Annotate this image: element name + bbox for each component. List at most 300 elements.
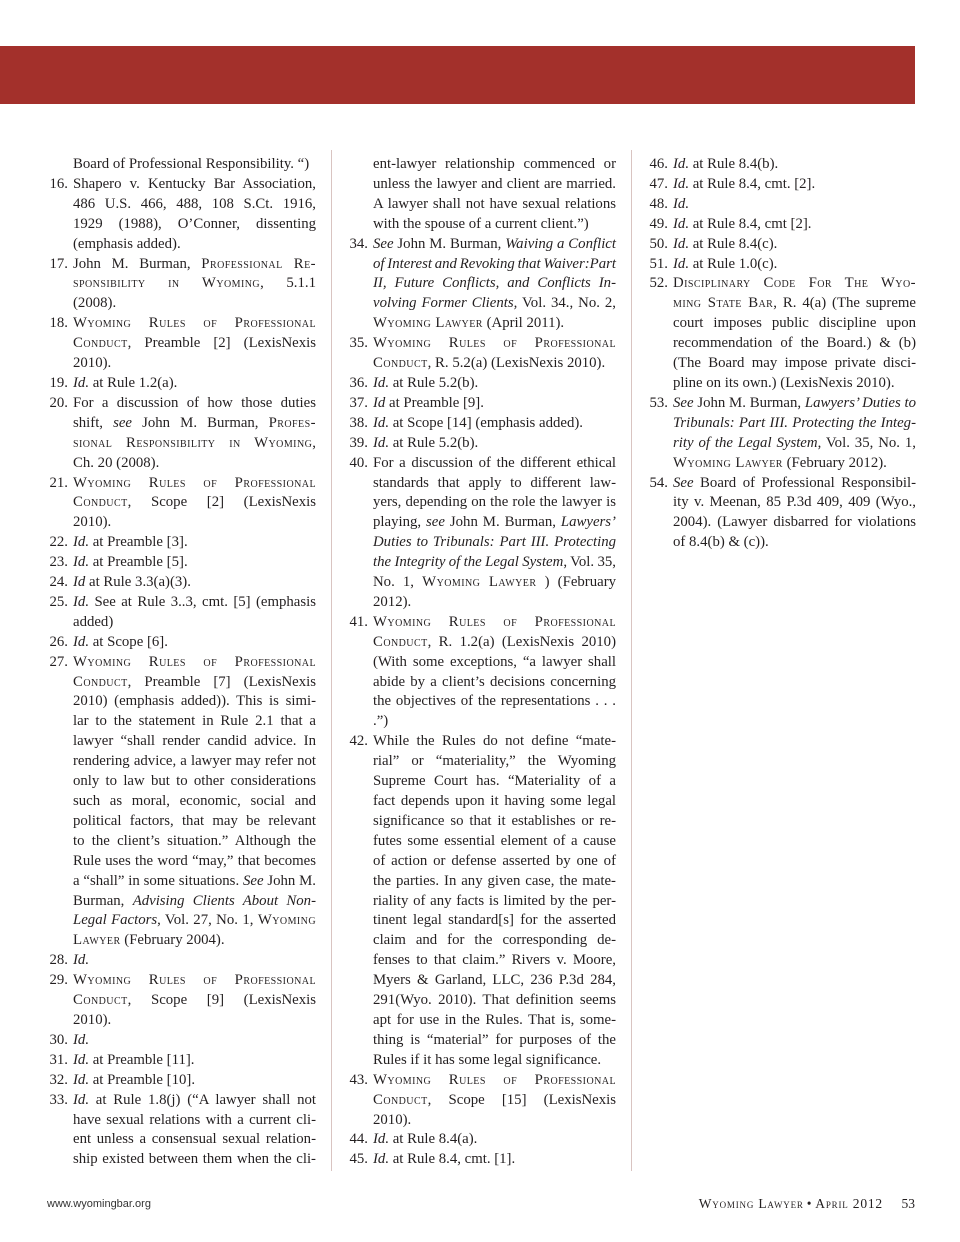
note-line: to the client’s situation.” Although the (73, 832, 316, 849)
footer-issue-date: April 2012 (815, 1196, 883, 1211)
italic-text: Duties to Tribunals: Part III. Protecting (373, 534, 616, 551)
note-line: For a discussion of how those duties (73, 394, 316, 411)
small-caps-text: Conduct (73, 992, 128, 1009)
endnote-44 (344, 1130, 619, 1150)
roman-text: , R. 4(a) (The supreme (773, 295, 916, 312)
note-line: Rule uses the word “may,” that becomes (73, 852, 316, 869)
italic-text: Id. (673, 156, 690, 172)
roman-text: at Rule 3.3(a)(3). (85, 574, 191, 591)
note-line: 2010). (373, 1111, 412, 1128)
note-line: the objectives of the representations . . . (373, 693, 616, 710)
roman-text: at Rule 8.4(b). (689, 156, 779, 172)
note-line (73, 374, 316, 394)
endnote-24 (44, 573, 319, 593)
small-caps-text: Disciplinary Code For The Wyo- (673, 275, 916, 292)
note-line (373, 394, 616, 414)
roman-text: ) (February (536, 574, 617, 591)
endnote-53 (644, 394, 919, 474)
roman-text: , Preamble [7] (LexisNexis (127, 673, 316, 690)
note-line (673, 474, 916, 494)
small-caps-text: sional Responsibility in Wyoming (73, 434, 313, 451)
note-line: recommendation of the Board.) & (b) (673, 335, 916, 352)
note-number: 32. (49, 1071, 68, 1088)
note-number: 30. (49, 1031, 68, 1048)
note-number: 36. (349, 374, 368, 391)
note-line: claim and for the corresponding de- (373, 932, 616, 949)
note-number: 46. (649, 156, 668, 172)
note-line: of 8.4(b) & (c)). (673, 534, 769, 551)
note-number: 48. (649, 195, 668, 212)
endnote-25 (44, 593, 319, 633)
note-number: 27. (49, 653, 68, 670)
endnote-39 (344, 434, 619, 454)
roman-text: (February 2004). (120, 932, 225, 949)
note-number: 54. (649, 474, 668, 491)
note-number: 44. (349, 1131, 368, 1148)
note-line (673, 274, 916, 294)
endnote-18 (44, 314, 319, 374)
roman-text: , Vol. 35, (563, 554, 616, 571)
roman-text: at Preamble [10]. (89, 1071, 196, 1088)
note-line (673, 434, 916, 454)
italic-text: Advising Clients About Non- (132, 892, 316, 909)
italic-text: Id. (73, 534, 90, 551)
note-number: 52. (649, 275, 668, 292)
italic-text: Id. (373, 1151, 390, 1168)
note-line: pline on its own.) (LexisNexis 2010). (673, 374, 895, 391)
roman-text: , R. 1.2(a) (LexisNexis 2010) (427, 633, 616, 650)
note-line: (emphasis added). (73, 235, 181, 252)
italic-text: See (373, 235, 394, 252)
small-caps-text: ming State Bar (673, 295, 774, 312)
endnote-34 (344, 235, 619, 335)
note-number: 33. (49, 1091, 68, 1108)
roman-text: at Rule 1.2(a). (89, 374, 178, 391)
footer-separator: • (806, 1196, 813, 1211)
note-line: Supreme Court has. “Materiality of a (373, 773, 616, 790)
endnote-26 (44, 633, 319, 653)
notes-column-1 (44, 155, 319, 1170)
note-line: rial” or “materiality,” the Wyoming (373, 753, 616, 770)
roman-text: at Rule 5.2(b). (389, 374, 479, 391)
italic-text: Id. (673, 195, 690, 212)
note-line (73, 1071, 316, 1091)
roman-text: John M. Burman, (393, 235, 506, 252)
note-line: apt for use in the Rules. That is, some- (373, 1011, 616, 1028)
note-line: Ch. 20 (2008). (73, 454, 160, 471)
endnote-52 (644, 274, 919, 393)
note-line (73, 493, 316, 513)
note-line (673, 195, 916, 215)
italic-text: see (113, 414, 133, 431)
note-number: 50. (649, 235, 668, 252)
roman-text: a “shall” in some situations. (73, 872, 243, 889)
note-line: 2010). (73, 1011, 112, 1028)
small-caps-text: Conduct (373, 1091, 428, 1108)
italic-text: Id (373, 394, 386, 411)
note-line (373, 1071, 616, 1091)
note-line: Myers & Garland, LLC, 236 P.3d 284, (373, 972, 616, 989)
endnote-42 (344, 732, 619, 1070)
roman-text: , Preamble [2] (LexisNexis (127, 335, 316, 352)
note-number: 26. (49, 633, 68, 650)
note-number: 23. (49, 554, 68, 571)
roman-text: John M. Burman, (444, 514, 561, 531)
note-line (373, 434, 616, 454)
italic-text: Id. (73, 633, 90, 650)
note-line (73, 255, 316, 275)
italic-text: Id. (673, 255, 690, 272)
note-line (373, 314, 616, 334)
note-line (673, 215, 916, 235)
roman-text: at Rule 8.4(c). (689, 235, 778, 252)
note-line: 291(Wyo. 2010). That definition seems (373, 992, 616, 1009)
roman-text: at Rule 1.0(c). (689, 255, 778, 272)
note-line: Rules if it has some legal significance. (373, 1051, 602, 1068)
note-line (73, 533, 316, 553)
note-number: 38. (349, 414, 368, 431)
note-line (373, 354, 616, 374)
note-number: 37. (349, 394, 368, 411)
endnote-29 (44, 971, 319, 1031)
endnote-continued (344, 155, 619, 235)
endnote-37 (344, 394, 619, 414)
italic-text: Id (73, 574, 86, 591)
italic-text: of Interest and Revoking that Waiver:Part (373, 255, 616, 272)
italic-text: Id. (73, 1071, 90, 1088)
note-line: only to law but to other considerations (73, 773, 316, 790)
roman-text: John M. (263, 872, 317, 889)
note-line (673, 175, 916, 195)
italic-text: Id. (373, 434, 390, 451)
note-line (73, 971, 316, 991)
roman-text: , R. 5.2(a) (LexisNexis 2010). (427, 355, 606, 372)
endnote-46 (644, 155, 919, 175)
italic-text: See (242, 872, 264, 889)
roman-text: , Vol. 35, No. 1, (817, 434, 916, 451)
italic-text: Id. (73, 1051, 90, 1068)
note-line (73, 653, 316, 673)
endnote-16 (44, 175, 319, 255)
small-caps-text: Wyoming (257, 912, 317, 929)
note-number: 22. (49, 534, 68, 551)
small-caps-text: Wyoming Lawyer (422, 574, 537, 591)
note-line (73, 633, 316, 653)
roman-text: John M. Burman, (132, 414, 269, 431)
roman-text: at Rule 8.4(a). (389, 1131, 478, 1148)
note-line: such as moral, economic, social and (73, 793, 316, 809)
note-line (673, 255, 916, 275)
italic-text: Id. (73, 952, 90, 969)
note-line (373, 513, 616, 533)
italic-text: Waiving a Conflict (505, 235, 616, 252)
note-number: 41. (349, 613, 368, 630)
roman-text: at Preamble [9]. (385, 394, 484, 411)
note-line (373, 334, 616, 354)
small-caps-text: Wyoming Rules of Professional (73, 653, 316, 670)
roman-text: See at Rule 3..3, cmt. [5] (emphasis (89, 593, 316, 610)
note-line (373, 533, 616, 553)
note-line (73, 673, 316, 693)
note-line: 2010). (73, 355, 112, 372)
note-line: Board of Professional Responsibility. “) (73, 156, 310, 172)
endnote-33 (44, 1091, 319, 1171)
note-line (673, 294, 916, 314)
italic-text: Lawyers’ (560, 514, 616, 531)
note-line (373, 573, 616, 593)
small-caps-text: Conduct (73, 335, 128, 352)
note-line (373, 374, 616, 394)
note-line: While the Rules do not define “mate- (373, 733, 616, 750)
footer-magazine-name: Wyoming Lawyer (698, 1196, 804, 1211)
italic-text: II, Future Conflicts, and Conflicts In- (373, 275, 616, 292)
note-line: the parties. In any given case, the mate- (373, 872, 616, 889)
note-line: tinent legal standard[s] for the asserted (373, 912, 616, 929)
note-line (73, 931, 316, 951)
note-line: 2010) (emphasis added)). This is simi- (73, 693, 316, 710)
endnote-41 (344, 613, 619, 732)
note-line (73, 951, 316, 971)
roman-text: shift, (73, 414, 114, 431)
note-line: standards that apply to different law- (373, 474, 616, 491)
italic-text: See (673, 394, 694, 411)
small-caps-text: Wyoming Rules of Professional (373, 613, 616, 630)
italic-text: rity of the Legal System (673, 434, 818, 451)
note-line (673, 394, 916, 414)
roman-text: Burman, (73, 892, 133, 909)
notes-column-3 (644, 155, 919, 553)
note-line: ent-lawyer relationship commenced or (373, 156, 616, 172)
italic-text: Id. (373, 414, 390, 431)
endnote-43 (344, 1071, 619, 1131)
note-line (73, 434, 316, 454)
note-line: 1929 (1988), O’Conner, dissenting (73, 215, 316, 232)
note-line (73, 414, 316, 434)
small-caps-text: Lawyer (73, 932, 121, 949)
italic-text: Id. (73, 593, 90, 610)
italic-text: see (426, 514, 445, 531)
note-line: futes some essential element of a cause (373, 832, 616, 849)
roman-text: at Rule 8.4, cmt. [2]. (689, 175, 816, 192)
footer-publication (699, 1196, 883, 1212)
notes-column-2 (344, 155, 619, 1170)
endnote-45 (344, 1150, 619, 1170)
small-caps-text: Wyoming Rules of Professional (373, 335, 616, 352)
note-line (373, 553, 616, 573)
endnote-50 (644, 235, 919, 255)
note-line (73, 872, 316, 892)
endnote-38 (344, 414, 619, 434)
note-line: significance so that it establishes or re- (373, 812, 616, 829)
endnote-17 (44, 255, 319, 315)
note-line: unless the lawyer and client are married. (373, 175, 616, 192)
note-line: court imposes public discipline upon (673, 315, 916, 332)
note-line: (The Board may impose private disci- (673, 355, 916, 372)
note-line: 2010). (73, 514, 112, 531)
note-line: (2008). (73, 295, 117, 312)
roman-text: at Preamble [3]. (89, 534, 188, 551)
roman-text: (April 2011). (482, 315, 565, 332)
note-number: 25. (49, 593, 68, 610)
note-line: fenses to that claim.” Rivers v. Moore, (373, 952, 616, 969)
note-line (73, 474, 316, 494)
small-caps-text: Wyoming Rules of Professional (73, 474, 316, 491)
roman-text: John M. Burman, (73, 255, 202, 272)
note-line: ent unless a consensual sexual relation- (73, 1131, 316, 1148)
note-number: 31. (49, 1051, 68, 1068)
italic-text: Id. (673, 215, 690, 232)
small-caps-text: Wyoming Lawyer (373, 315, 483, 332)
note-line: added) (73, 613, 114, 630)
note-line (373, 235, 616, 255)
note-line (73, 892, 316, 912)
note-line: (With some exceptions, “a lawyer shall (373, 653, 616, 670)
note-number: 39. (349, 434, 368, 451)
roman-text: at Scope [6]. (89, 633, 168, 650)
roman-text: at Rule 5.2(b). (389, 434, 479, 451)
endnote-40 (344, 454, 619, 613)
footer-website: www.wyomingbar.org (47, 1198, 151, 1210)
note-line: .”) (373, 713, 389, 730)
italic-text: volving Former Clients, (373, 295, 518, 312)
note-line (373, 255, 616, 275)
note-line: thing is “material” for purposes of the (373, 1031, 616, 1048)
small-caps-text: Professional Re- (201, 255, 317, 272)
endnote-continued (44, 155, 319, 175)
note-number: 45. (349, 1151, 368, 1168)
small-caps-text: Conduct (73, 673, 128, 690)
note-line (373, 1091, 616, 1111)
note-line: 2004). (Lawyer disbarred for violations (673, 514, 916, 531)
italic-text: Lawyers’ Duties to (804, 394, 916, 411)
roman-text: , Scope [15] (LexisNexis (427, 1091, 616, 1108)
endnote-32 (44, 1071, 319, 1091)
roman-text: at Preamble [5]. (89, 554, 188, 571)
note-line (73, 991, 316, 1011)
note-line (673, 414, 916, 434)
endnote-51 (644, 255, 919, 275)
note-number: 18. (49, 315, 68, 332)
note-line (73, 1031, 316, 1051)
note-line: rendering advice, a lawyer may refer not (73, 753, 316, 770)
roman-text: , Scope [9] (LexisNexis (127, 992, 316, 1009)
note-number: 47. (649, 175, 668, 192)
italic-text: Id. (73, 554, 90, 571)
note-line (673, 454, 916, 474)
endnote-35 (344, 334, 619, 374)
note-number: 34. (349, 235, 368, 252)
roman-text: at Preamble [11]. (89, 1051, 195, 1068)
endnote-30 (44, 1031, 319, 1051)
note-line: Shapero v. Kentucky Bar Association, (73, 175, 316, 192)
endnote-48 (644, 195, 919, 215)
endnote-36 (344, 374, 619, 394)
italic-text: Id. (673, 235, 690, 252)
note-line (73, 274, 316, 294)
note-line: of action or defense asserted by one of (373, 852, 616, 869)
note-number: 42. (349, 733, 368, 750)
note-line (73, 553, 316, 573)
roman-text: No. 1, (373, 574, 423, 591)
note-line (373, 1150, 616, 1170)
roman-text: , Scope [2] (LexisNexis (127, 494, 316, 511)
note-number: 43. (349, 1071, 368, 1088)
endnote-23 (44, 553, 319, 573)
note-number: 49. (649, 215, 668, 232)
note-line: A lawyer shall not have sexual relations (373, 195, 616, 212)
note-number: 40. (349, 454, 368, 471)
endnote-54 (644, 474, 919, 554)
italic-text: Id. (73, 374, 90, 391)
roman-text: (February 2012). (782, 454, 887, 471)
small-caps-text: Profes- (268, 414, 316, 431)
roman-text: at Rule 8.4, cmt [2]. (689, 215, 812, 232)
note-number: 51. (649, 255, 668, 272)
note-line: ity v. Meenan, 85 P.3d 409, 409 (Wyo., (673, 494, 916, 511)
endnote-31 (44, 1051, 319, 1071)
endnote-49 (644, 215, 919, 235)
note-number: 35. (349, 335, 368, 352)
small-caps-text: Conduct (373, 633, 428, 650)
note-line (73, 593, 316, 613)
endnote-20 (44, 394, 319, 474)
small-caps-text: Wyoming Rules of Professional (73, 972, 316, 989)
note-line: fact depends upon it having some legal (373, 793, 616, 809)
note-number: 19. (49, 374, 68, 391)
note-line: 2012). (373, 593, 412, 610)
note-number: 53. (649, 394, 668, 411)
endnote-19 (44, 374, 319, 394)
note-line (373, 633, 616, 653)
italic-text: Tribunals: Part III. Protecting the Integ- (673, 414, 916, 431)
italic-text: Id. (373, 374, 390, 391)
small-caps-text: Conduct (73, 494, 128, 511)
note-line (73, 334, 316, 354)
note-line: 486 U.S. 466, 488, 108 S.Ct. 1916, (73, 195, 316, 212)
note-number: 24. (49, 574, 68, 591)
small-caps-text: Wyoming Rules of Professional (373, 1071, 616, 1088)
roman-text: playing, (373, 514, 427, 531)
roman-text: , (312, 434, 316, 451)
roman-text: Vol. 34., No. 2, (517, 295, 616, 312)
roman-text: at Rule 1.8(j) (“A lawyer shall not (89, 1091, 316, 1108)
roman-text: at Rule 8.4, cmt. [1]. (389, 1151, 516, 1168)
note-line (73, 573, 316, 593)
endnote-21 (44, 474, 319, 534)
note-line (373, 414, 616, 434)
note-number: 20. (49, 394, 68, 411)
small-caps-text: Wyoming Rules of Professional (73, 315, 316, 332)
note-line: have sexual relations with a current cli- (73, 1111, 316, 1128)
note-line: abide by a client’s decisions concerning (373, 673, 616, 690)
note-number: 21. (49, 474, 68, 491)
note-number: 29. (49, 972, 68, 989)
note-line: political factors, that may be relevant (73, 812, 316, 829)
note-line (73, 1091, 316, 1111)
note-line (73, 1051, 316, 1071)
small-caps-text: sponsibility in Wyoming, (73, 275, 265, 292)
note-line: ship existed between them when the cli- (73, 1151, 316, 1168)
note-number: 17. (49, 255, 68, 272)
note-line (73, 314, 316, 334)
note-line: yers, depending on the role the lawyer is (373, 494, 616, 511)
roman-text: Board of Professional Responsibil- (693, 474, 916, 491)
italic-text: Id. (73, 1031, 90, 1048)
roman-text: , Vol. 27, No. 1, (157, 912, 258, 929)
italic-text: Id. (73, 1091, 90, 1108)
note-line (673, 235, 916, 255)
note-line: with the spouse of a current client.”) (373, 215, 589, 232)
